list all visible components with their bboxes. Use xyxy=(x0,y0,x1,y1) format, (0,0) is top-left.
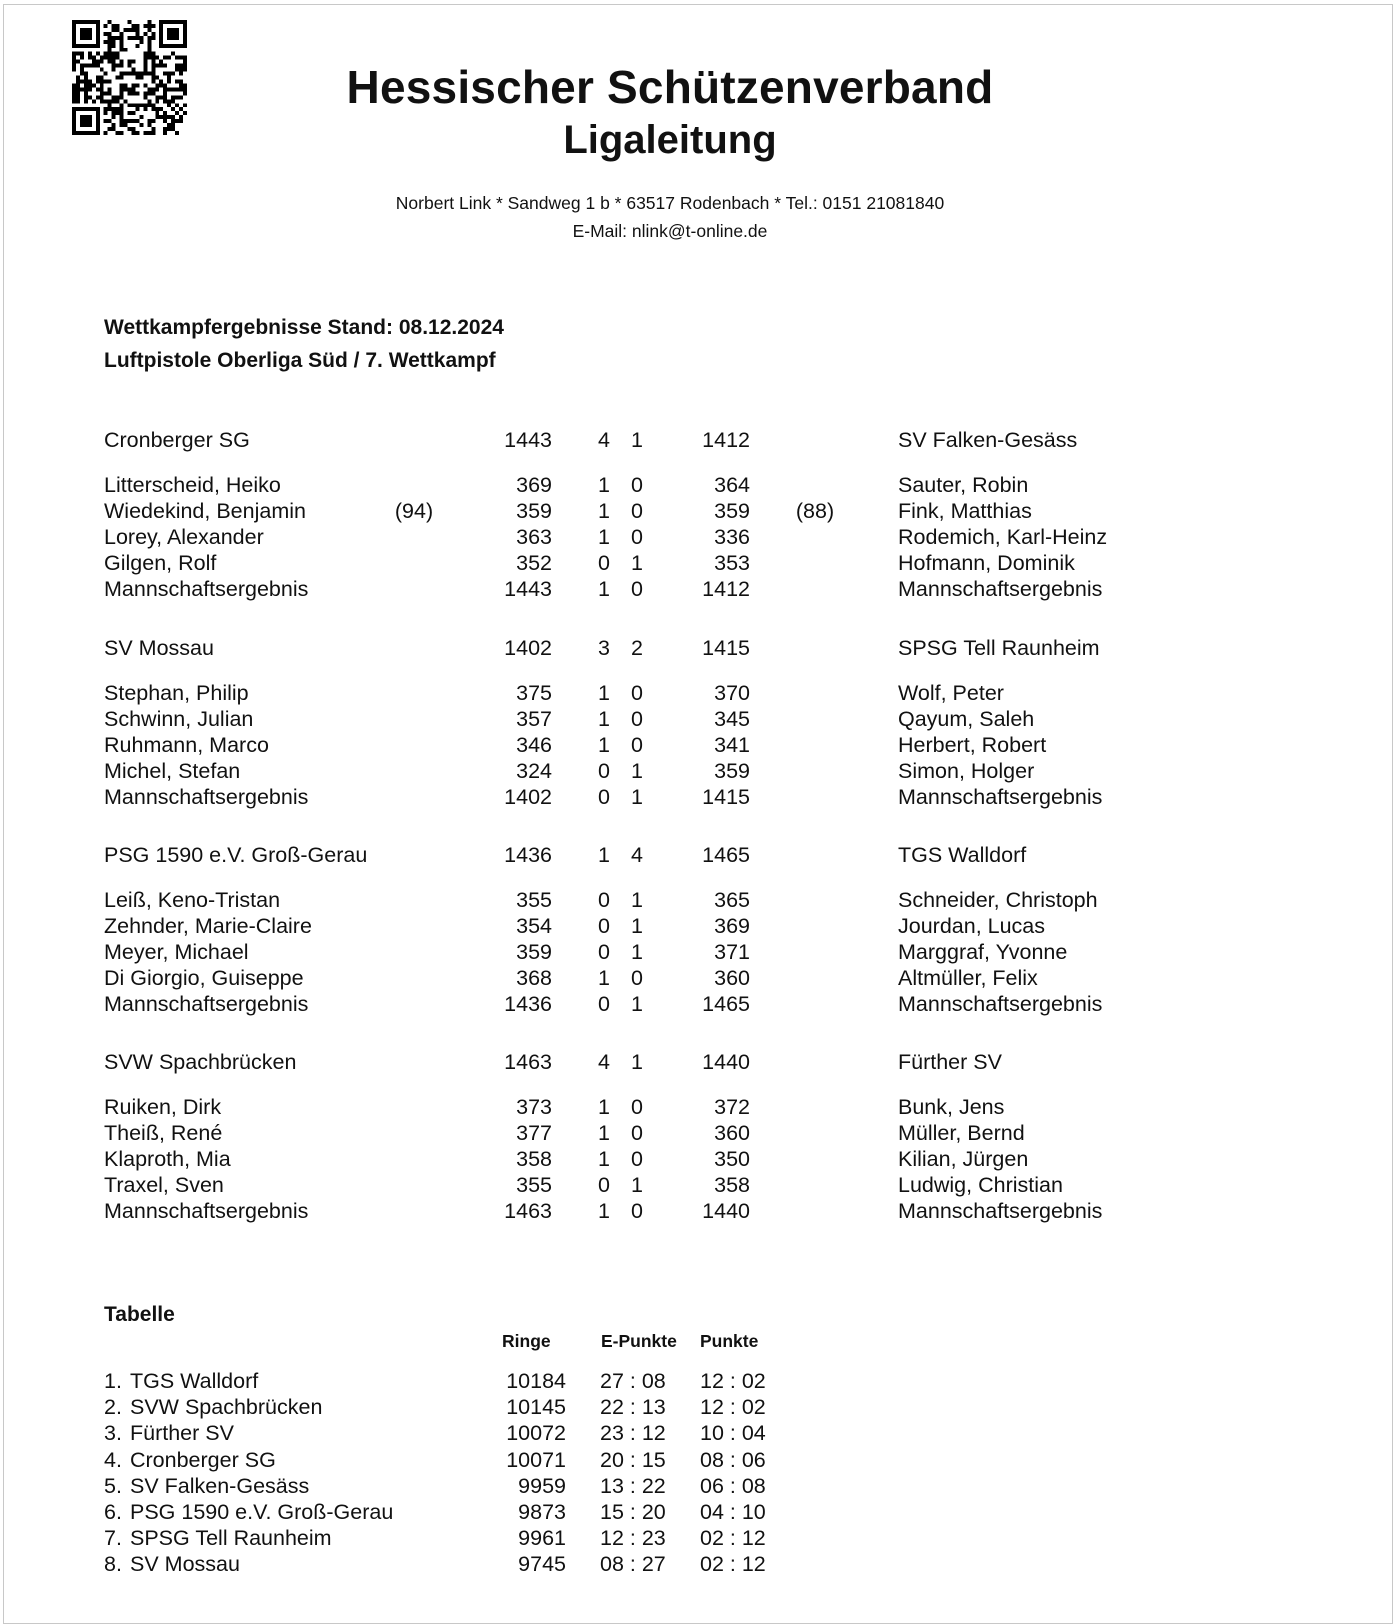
home-team-name: PSG 1590 e.V. Groß-Gerau xyxy=(104,843,368,867)
cell-home: Mannschaftsergebnis xyxy=(104,992,309,1016)
team-result-row xyxy=(0,577,1398,604)
cell-p2: 1 xyxy=(631,940,643,964)
cell-home: Traxel, Sven xyxy=(104,1173,224,1197)
cell-away: Kilian, Jürgen xyxy=(898,1147,1029,1171)
table-cell-punkte: 04 : 10 xyxy=(700,1500,766,1524)
cell-as: 358 xyxy=(714,1173,750,1197)
match-header xyxy=(0,428,1398,455)
cell-away: Jourdan, Lucas xyxy=(898,914,1046,938)
cell-p2: 1 xyxy=(631,914,643,938)
shooter-row xyxy=(0,551,1398,578)
table-cell-epunkte: 15 : 20 xyxy=(600,1500,666,1524)
table-cell-epunkte: 20 : 15 xyxy=(600,1448,666,1472)
cell-as: 365 xyxy=(714,888,750,912)
table-cell-ringe: 10184 xyxy=(506,1369,566,1393)
table-cell-rank: 5. xyxy=(104,1474,122,1498)
cell-p2: 0 xyxy=(631,1121,643,1145)
cell-p1: 0 xyxy=(598,1173,610,1197)
shooter-row xyxy=(0,681,1398,708)
cell-away: Altmüller, Felix xyxy=(898,966,1038,990)
cell-away: Mannschaftsergebnis xyxy=(898,785,1103,809)
cell-hs: 357 xyxy=(516,707,552,731)
cell-home-disp: (94) xyxy=(394,499,434,523)
cell-as: 1465 xyxy=(702,992,750,1016)
table-row xyxy=(0,1448,1398,1475)
cell-as: 359 xyxy=(714,499,750,523)
cell-p1: 0 xyxy=(598,759,610,783)
cell-home: Ruiken, Dirk xyxy=(104,1095,222,1119)
cell-away: Sauter, Robin xyxy=(898,473,1029,497)
table-cell-rank: 2. xyxy=(104,1395,122,1419)
away-team-name: SPSG Tell Raunheim xyxy=(898,636,1100,660)
cell-home: Zehnder, Marie-Claire xyxy=(104,914,312,938)
table-cell-punkte: 02 : 12 xyxy=(700,1552,766,1576)
cell-as: 336 xyxy=(714,525,750,549)
home-match-points: 1 xyxy=(598,843,610,867)
cell-home: Meyer, Michael xyxy=(104,940,249,964)
cell-p1: 1 xyxy=(598,525,610,549)
table-cell-team: TGS Walldorf xyxy=(130,1369,259,1393)
cell-p1: 1 xyxy=(598,733,610,757)
shooter-row xyxy=(0,473,1398,500)
cell-away: Mannschaftsergebnis xyxy=(898,992,1103,1016)
cell-p2: 0 xyxy=(631,1147,643,1171)
table-cell-rank: 3. xyxy=(104,1421,122,1445)
cell-p1: 0 xyxy=(598,992,610,1016)
cell-p2: 0 xyxy=(631,966,643,990)
cell-away: Bunk, Jens xyxy=(898,1095,1005,1119)
cell-p2: 0 xyxy=(631,473,643,497)
cell-as: 364 xyxy=(714,473,750,497)
column-header-ringe: Ringe xyxy=(502,1331,551,1351)
cell-away: Marggraf, Yvonne xyxy=(898,940,1068,964)
cell-home: Stephan, Philip xyxy=(104,681,249,705)
cell-p1: 1 xyxy=(598,499,610,523)
table-row xyxy=(0,1369,1398,1396)
table-cell-epunkte: 08 : 27 xyxy=(600,1552,666,1576)
cell-p1: 1 xyxy=(598,966,610,990)
cell-away: Wolf, Peter xyxy=(898,681,1004,705)
cell-home: Mannschaftsergebnis xyxy=(104,577,309,601)
cell-p2: 1 xyxy=(631,551,643,575)
cell-home: Lorey, Alexander xyxy=(104,525,264,549)
cell-p2: 1 xyxy=(631,1173,643,1197)
home-team-name: Cronberger SG xyxy=(104,428,250,452)
cell-hs: 1436 xyxy=(504,992,552,1016)
shooter-row xyxy=(0,707,1398,734)
cell-home: Ruhmann, Marco xyxy=(104,733,269,757)
table-cell-ringe: 10145 xyxy=(506,1395,566,1419)
cell-hs: 358 xyxy=(516,1147,552,1171)
cell-p1: 0 xyxy=(598,551,610,575)
shooter-row xyxy=(0,1095,1398,1122)
cell-hs: 1402 xyxy=(504,785,552,809)
table-row xyxy=(0,1552,1398,1579)
cell-home: Di Giorgio, Guiseppe xyxy=(104,966,304,990)
cell-away: Ludwig, Christian xyxy=(898,1173,1063,1197)
cell-home: Schwinn, Julian xyxy=(104,707,254,731)
home-team-name: SVW Spachbrücken xyxy=(104,1050,297,1074)
cell-away: Müller, Bernd xyxy=(898,1121,1025,1145)
cell-home: Michel, Stefan xyxy=(104,759,241,783)
table-cell-ringe: 9959 xyxy=(518,1474,566,1498)
home-match-points: 3 xyxy=(598,636,610,660)
cell-p1: 1 xyxy=(598,1095,610,1119)
table-cell-rank: 4. xyxy=(104,1448,122,1472)
away-match-points: 4 xyxy=(631,843,643,867)
away-team-name: SV Falken-Gesäss xyxy=(898,428,1078,452)
table-cell-punkte: 08 : 06 xyxy=(700,1448,766,1472)
shooter-row xyxy=(0,966,1398,993)
cell-hs: 377 xyxy=(516,1121,552,1145)
table-cell-punkte: 10 : 04 xyxy=(700,1421,766,1445)
cell-as: 371 xyxy=(714,940,750,964)
cell-hs: 363 xyxy=(516,525,552,549)
cell-as: 345 xyxy=(714,707,750,731)
match-header xyxy=(0,636,1398,663)
match-header xyxy=(0,1050,1398,1077)
table-row xyxy=(0,1500,1398,1527)
table-cell-epunkte: 23 : 12 xyxy=(600,1421,666,1445)
cell-hs: 375 xyxy=(516,681,552,705)
cell-p1: 0 xyxy=(598,940,610,964)
cell-hs: 355 xyxy=(516,1173,552,1197)
cell-as: 370 xyxy=(714,681,750,705)
cell-hs: 373 xyxy=(516,1095,552,1119)
shooter-row xyxy=(0,499,1398,526)
cell-hs: 355 xyxy=(516,888,552,912)
team-result-row xyxy=(0,992,1398,1019)
contact-email: E-Mail: nlink@t-online.de xyxy=(572,221,768,241)
cell-as: 360 xyxy=(714,1121,750,1145)
table-cell-team: SVW Spachbrücken xyxy=(130,1395,323,1419)
away-team-score: 1440 xyxy=(702,1050,750,1074)
cell-p2: 0 xyxy=(631,681,643,705)
cell-as: 359 xyxy=(714,759,750,783)
shooter-row xyxy=(0,1121,1398,1148)
table-row xyxy=(0,1474,1398,1501)
cell-p1: 1 xyxy=(598,577,610,601)
table-cell-ringe: 9745 xyxy=(518,1552,566,1576)
competition-heading: Luftpistole Oberliga Süd / 7. Wettkampf xyxy=(104,349,496,372)
cell-hs: 352 xyxy=(516,551,552,575)
cell-away: Mannschaftsergebnis xyxy=(898,577,1103,601)
cell-hs: 324 xyxy=(516,759,552,783)
page-title: Hessischer Schützenverband xyxy=(346,61,994,113)
table-cell-team: SV Falken-Gesäss xyxy=(130,1474,310,1498)
cell-home: Gilgen, Rolf xyxy=(104,551,217,575)
away-team-name: Fürther SV xyxy=(898,1050,1002,1074)
cell-hs: 359 xyxy=(516,940,552,964)
away-match-points: 1 xyxy=(631,1050,643,1074)
cell-p2: 0 xyxy=(631,1199,643,1223)
shooter-row xyxy=(0,525,1398,552)
cell-as: 372 xyxy=(714,1095,750,1119)
table-cell-epunkte: 12 : 23 xyxy=(600,1526,666,1550)
table-cell-epunkte: 13 : 22 xyxy=(600,1474,666,1498)
cell-hs: 368 xyxy=(516,966,552,990)
cell-home: Mannschaftsergebnis xyxy=(104,1199,309,1223)
cell-p2: 0 xyxy=(631,1095,643,1119)
shooter-row xyxy=(0,1147,1398,1174)
cell-p2: 0 xyxy=(631,577,643,601)
cell-p2: 0 xyxy=(631,707,643,731)
home-team-score: 1463 xyxy=(504,1050,552,1074)
page-subtitle: Ligaleitung xyxy=(563,118,777,162)
cell-away: Hofmann, Dominik xyxy=(898,551,1075,575)
cell-as: 341 xyxy=(714,733,750,757)
home-match-points: 4 xyxy=(598,428,610,452)
cell-p2: 1 xyxy=(631,992,643,1016)
table-cell-punkte: 12 : 02 xyxy=(700,1369,766,1393)
column-header-epunkte: E-Punkte xyxy=(601,1331,677,1351)
cell-hs: 1443 xyxy=(504,577,552,601)
shooter-row xyxy=(0,914,1398,941)
shooter-row xyxy=(0,940,1398,967)
cell-hs: 359 xyxy=(516,499,552,523)
table-row xyxy=(0,1526,1398,1553)
cell-p1: 1 xyxy=(598,681,610,705)
table-row xyxy=(0,1395,1398,1422)
shooter-row xyxy=(0,733,1398,760)
cell-p1: 1 xyxy=(598,1199,610,1223)
cell-p2: 1 xyxy=(631,888,643,912)
table-cell-team: Fürther SV xyxy=(130,1421,234,1445)
cell-away: Fink, Matthias xyxy=(898,499,1032,523)
home-team-score: 1443 xyxy=(504,428,552,452)
cell-p1: 0 xyxy=(598,914,610,938)
cell-hs: 346 xyxy=(516,733,552,757)
cell-home: Mannschaftsergebnis xyxy=(104,785,309,809)
cell-as: 353 xyxy=(714,551,750,575)
cell-away: Mannschaftsergebnis xyxy=(898,1199,1103,1223)
home-match-points: 4 xyxy=(598,1050,610,1074)
shooter-row xyxy=(0,888,1398,915)
table-cell-team: SV Mossau xyxy=(130,1552,240,1576)
cell-p2: 1 xyxy=(631,785,643,809)
cell-p2: 0 xyxy=(631,733,643,757)
cell-p1: 0 xyxy=(598,785,610,809)
cell-as: 360 xyxy=(714,966,750,990)
cell-hs: 1463 xyxy=(504,1199,552,1223)
cell-p2: 0 xyxy=(631,499,643,523)
table-cell-rank: 8. xyxy=(104,1552,122,1576)
cell-home: Theiß, René xyxy=(104,1121,223,1145)
table-cell-epunkte: 22 : 13 xyxy=(600,1395,666,1419)
cell-away-disp: (88) xyxy=(795,499,835,523)
cell-home: Litterscheid, Heiko xyxy=(104,473,281,497)
cell-as: 1440 xyxy=(702,1199,750,1223)
cell-as: 1415 xyxy=(702,785,750,809)
contact-address: Norbert Link * Sandweg 1 b * 63517 Rodenbach * Tel.: 0151 21081840 xyxy=(395,193,945,213)
cell-hs: 354 xyxy=(516,914,552,938)
table-cell-team: Cronberger SG xyxy=(130,1448,276,1472)
table-cell-punkte: 06 : 08 xyxy=(700,1474,766,1498)
table-cell-ringe: 10071 xyxy=(506,1448,566,1472)
away-match-points: 1 xyxy=(631,428,643,452)
cell-home: Leiß, Keno-Tristan xyxy=(104,888,281,912)
table-cell-team: PSG 1590 e.V. Groß-Gerau xyxy=(130,1500,394,1524)
home-team-name: SV Mossau xyxy=(104,636,214,660)
cell-away: Qayum, Saleh xyxy=(898,707,1035,731)
cell-home: Wiedekind, Benjamin xyxy=(104,499,306,523)
table-cell-ringe: 9961 xyxy=(518,1526,566,1550)
cell-p1: 1 xyxy=(598,1147,610,1171)
column-header-punkte: Punkte xyxy=(700,1331,759,1351)
table-cell-punkte: 12 : 02 xyxy=(700,1395,766,1419)
table-cell-ringe: 10072 xyxy=(506,1421,566,1445)
cell-p2: 0 xyxy=(631,525,643,549)
table-cell-ringe: 9873 xyxy=(518,1500,566,1524)
away-team-score: 1465 xyxy=(702,843,750,867)
team-result-row xyxy=(0,1199,1398,1226)
cell-p1: 1 xyxy=(598,473,610,497)
cell-p1: 1 xyxy=(598,1121,610,1145)
cell-away: Schneider, Christoph xyxy=(898,888,1098,912)
cell-away: Simon, Holger xyxy=(898,759,1035,783)
match-header xyxy=(0,843,1398,870)
away-team-name: TGS Walldorf xyxy=(898,843,1027,867)
cell-p2: 1 xyxy=(631,759,643,783)
team-result-row xyxy=(0,785,1398,812)
table-cell-rank: 6. xyxy=(104,1500,122,1524)
shooter-row xyxy=(0,1173,1398,1200)
table-title: Tabelle xyxy=(104,1303,175,1326)
cell-as: 1412 xyxy=(702,577,750,601)
cell-away: Herbert, Robert xyxy=(898,733,1047,757)
cell-hs: 369 xyxy=(516,473,552,497)
away-match-points: 2 xyxy=(631,636,643,660)
table-cell-epunkte: 27 : 08 xyxy=(600,1369,666,1393)
table-cell-rank: 7. xyxy=(104,1526,122,1550)
cell-as: 369 xyxy=(714,914,750,938)
table-cell-team: SPSG Tell Raunheim xyxy=(130,1526,332,1550)
cell-p1: 0 xyxy=(598,888,610,912)
table-row xyxy=(0,1421,1398,1448)
cell-p1: 1 xyxy=(598,707,610,731)
home-team-score: 1402 xyxy=(504,636,552,660)
away-team-score: 1412 xyxy=(702,428,750,452)
cell-home: Klaproth, Mia xyxy=(104,1147,231,1171)
shooter-row xyxy=(0,759,1398,786)
cell-as: 350 xyxy=(714,1147,750,1171)
table-cell-rank: 1. xyxy=(104,1369,122,1393)
away-team-score: 1415 xyxy=(702,636,750,660)
results-heading: Wettkampfergebnisse Stand: 08.12.2024 xyxy=(104,316,504,339)
home-team-score: 1436 xyxy=(504,843,552,867)
table-cell-punkte: 02 : 12 xyxy=(700,1526,766,1550)
cell-away: Rodemich, Karl-Heinz xyxy=(898,525,1108,549)
